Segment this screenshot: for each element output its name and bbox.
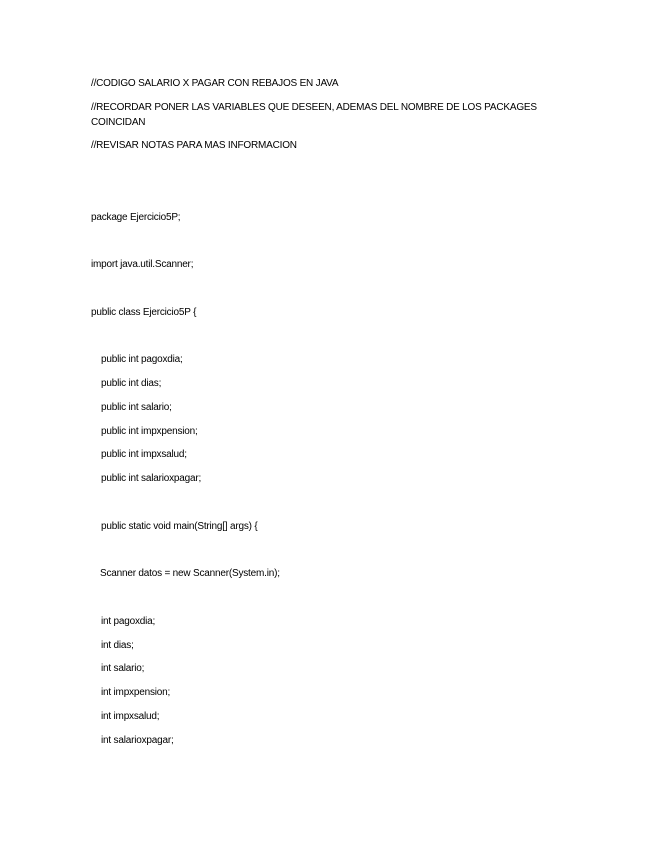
local-variable: int salario; [101,663,145,674]
field-declaration: public int salario; [101,402,172,413]
field-declaration: public int pagoxdia; [101,354,183,365]
local-variable: int impxpension; [101,687,171,698]
field-declaration: public int impxpension; [101,426,198,437]
comment-line: //CODIGO SALARIO X PAGAR CON REBAJOS EN JAVA [91,78,339,89]
field-declaration: public int impxsalud; [101,449,187,460]
package-declaration: package Ejercicio5P; [91,212,181,223]
import-statement: import java.util.Scanner; [91,259,194,270]
class-declaration: public class Ejercicio5P { [91,307,197,318]
scanner-statement: Scanner datos = new Scanner(System.in); [100,568,280,579]
field-declaration: public int dias; [101,378,162,389]
local-variable: int pagoxdia; [101,616,156,627]
local-variable: int impxsalud; [101,711,160,722]
comment-line: //RECORDAR PONER LAS VARIABLES QUE DESEEN, ADEMAS DEL NOMBRE DE LOS PACKAGES COINCIDAN [91,102,537,128]
field-declaration: public int salarioxpagar; [101,473,202,484]
local-variable: int salarioxpagar; [101,735,174,746]
main-method-declaration: public static void main(String[] args) { [101,521,258,532]
local-variable: int dias; [101,640,134,651]
comment-line: //REVISAR NOTAS PARA MAS INFORMACION [91,140,297,151]
